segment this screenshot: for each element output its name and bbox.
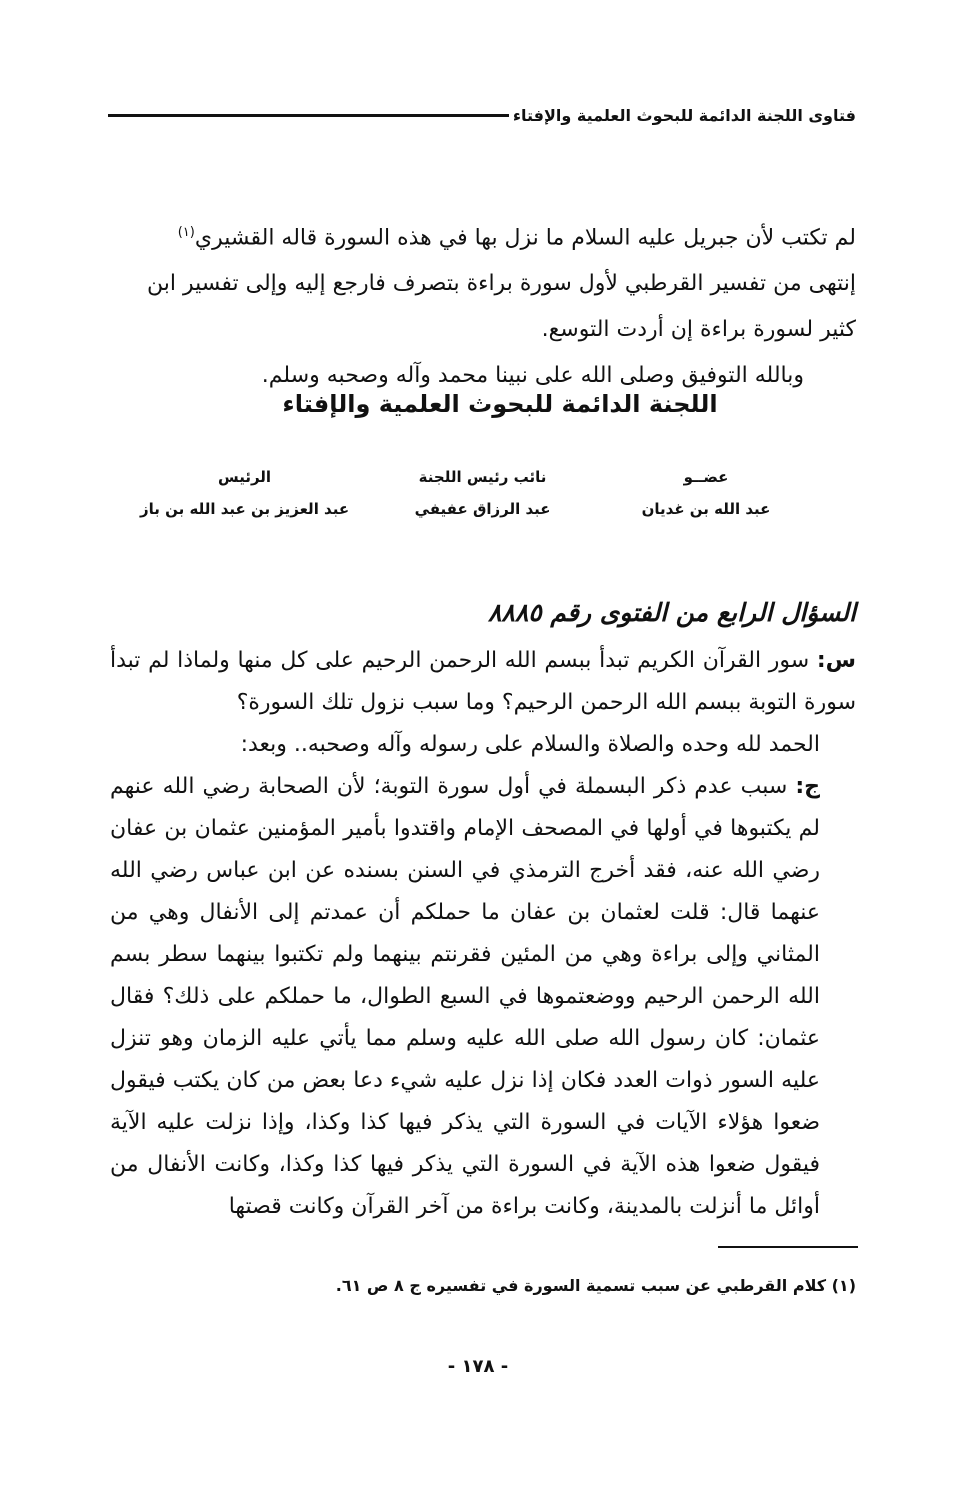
answer-label: ج:	[795, 774, 820, 799]
answer-paragraph	[110, 766, 856, 1228]
signatories	[140, 468, 796, 518]
signatory-name: عبد الرزاق عفيفي	[414, 500, 551, 518]
signatory-role: عضــو	[683, 468, 729, 486]
signatory-vice-chair	[393, 468, 573, 518]
signatory-name: عبد العزيز بن عبد الله بن باز	[140, 500, 350, 518]
footnote-rule	[718, 1246, 858, 1248]
signatory-chair	[140, 468, 349, 518]
header-rule	[108, 114, 509, 117]
footnote-marker: (١)	[177, 225, 195, 240]
signatory-name: عبد الله بن غديان	[641, 500, 771, 518]
text-line: لم تكتب لأن جبريل عليه السلام ما نزل بها في هذه السورة قاله القشيري$^{(١)}$	[177, 225, 856, 251]
answer-text: سبب عدم ذكر البسملة في أول سورة التوبة؛ لأن الصحابة رضي الله عنهم لم يكتبوها في أولها في المصحف الإمام واقتدوا بأمير المؤمنين عثمان بن عفان رضي الله عنه، فقد أخرج الترمذي في السنن بسنده عن ابن عباس رضي الله عنهما قال: قلت لعثمان بن عفان ما حملكم أن عمدتم إلى الأنفال وهي من المثاني وإلى براءة وهي من المئين فقرنتم بينهما ولم تكتبوا بينهما سطر بسم الله الرحمن الرحيم ووضعتموها في السبع الطوال، ما حملكم على ذلك؟ فقال عثمان: كان رسول الله صلى الله عليه وسلم مما يأتي عليه الزمان وهو تنزل عليه السور ذوات العدد فكان إذا نزل عليه شيء دعا بعض من كان يكتب فيقول ضعوا هؤلاء الآيات في السورة التي يذكر فيها كذا وكذا، وإذا نزلت عليه الآية فيقول ضعوا هذه الآية في السورة التي يذكر فيها كذا وكذا، وكانت الأنفال من أوائل ما أنزلت بالمدينة، وكانت براءة من آخر القرآن وكانت قصتها	[110, 774, 820, 1219]
closing-line: وبالله التوفيق وصلى الله على نبينا محمد وآله وصحبه وسلم.	[261, 363, 804, 389]
question-label: س:	[816, 648, 857, 673]
running-header	[108, 100, 856, 130]
question-paragraph	[110, 640, 856, 724]
signatory-role: الرئيس	[218, 468, 272, 486]
fatwa-body	[110, 640, 856, 1228]
signatory-role: نائب رئيس اللجنة	[418, 468, 547, 486]
footnote: (١) كلام القرطبي عن سبب تسمية السورة في تفسيره ج ٨ ص ٦١.	[335, 1276, 856, 1295]
text-line: إنتهى من تفسير القرطبي لأول سورة براءة بتصرف فارجع إليه وإلى تفسير ابن	[147, 271, 856, 297]
signatory-member	[616, 468, 796, 518]
praise-line: الحمد لله وحده والصلاة والسلام على رسوله وآله وصحبه.. وبعد:	[240, 732, 820, 757]
question-text: سور القرآن الكريم تبدأ ببسم الله الرحمن الرحيم على كل منها ولماذا لم تبدأ سورة التوبة ببسم الله الرحمن الرحيم؟ وما سبب نزول تلك السورة؟	[110, 648, 856, 715]
fatwa-heading: السؤال الرابع من الفتوى رقم ٨٨٨٥	[487, 598, 856, 627]
running-title: فتاوى اللجنة الدائمة للبحوث العلمية والإفتاء	[512, 105, 856, 125]
text-line: كثير لسورة براءة إن أردت التوسع.	[541, 317, 856, 343]
page-number: - ١٧٨ -	[447, 1356, 509, 1377]
top-paragraph	[110, 210, 856, 399]
committee-title: اللجنة الدائمة للبحوث العلمية والإفتاء	[282, 390, 718, 418]
